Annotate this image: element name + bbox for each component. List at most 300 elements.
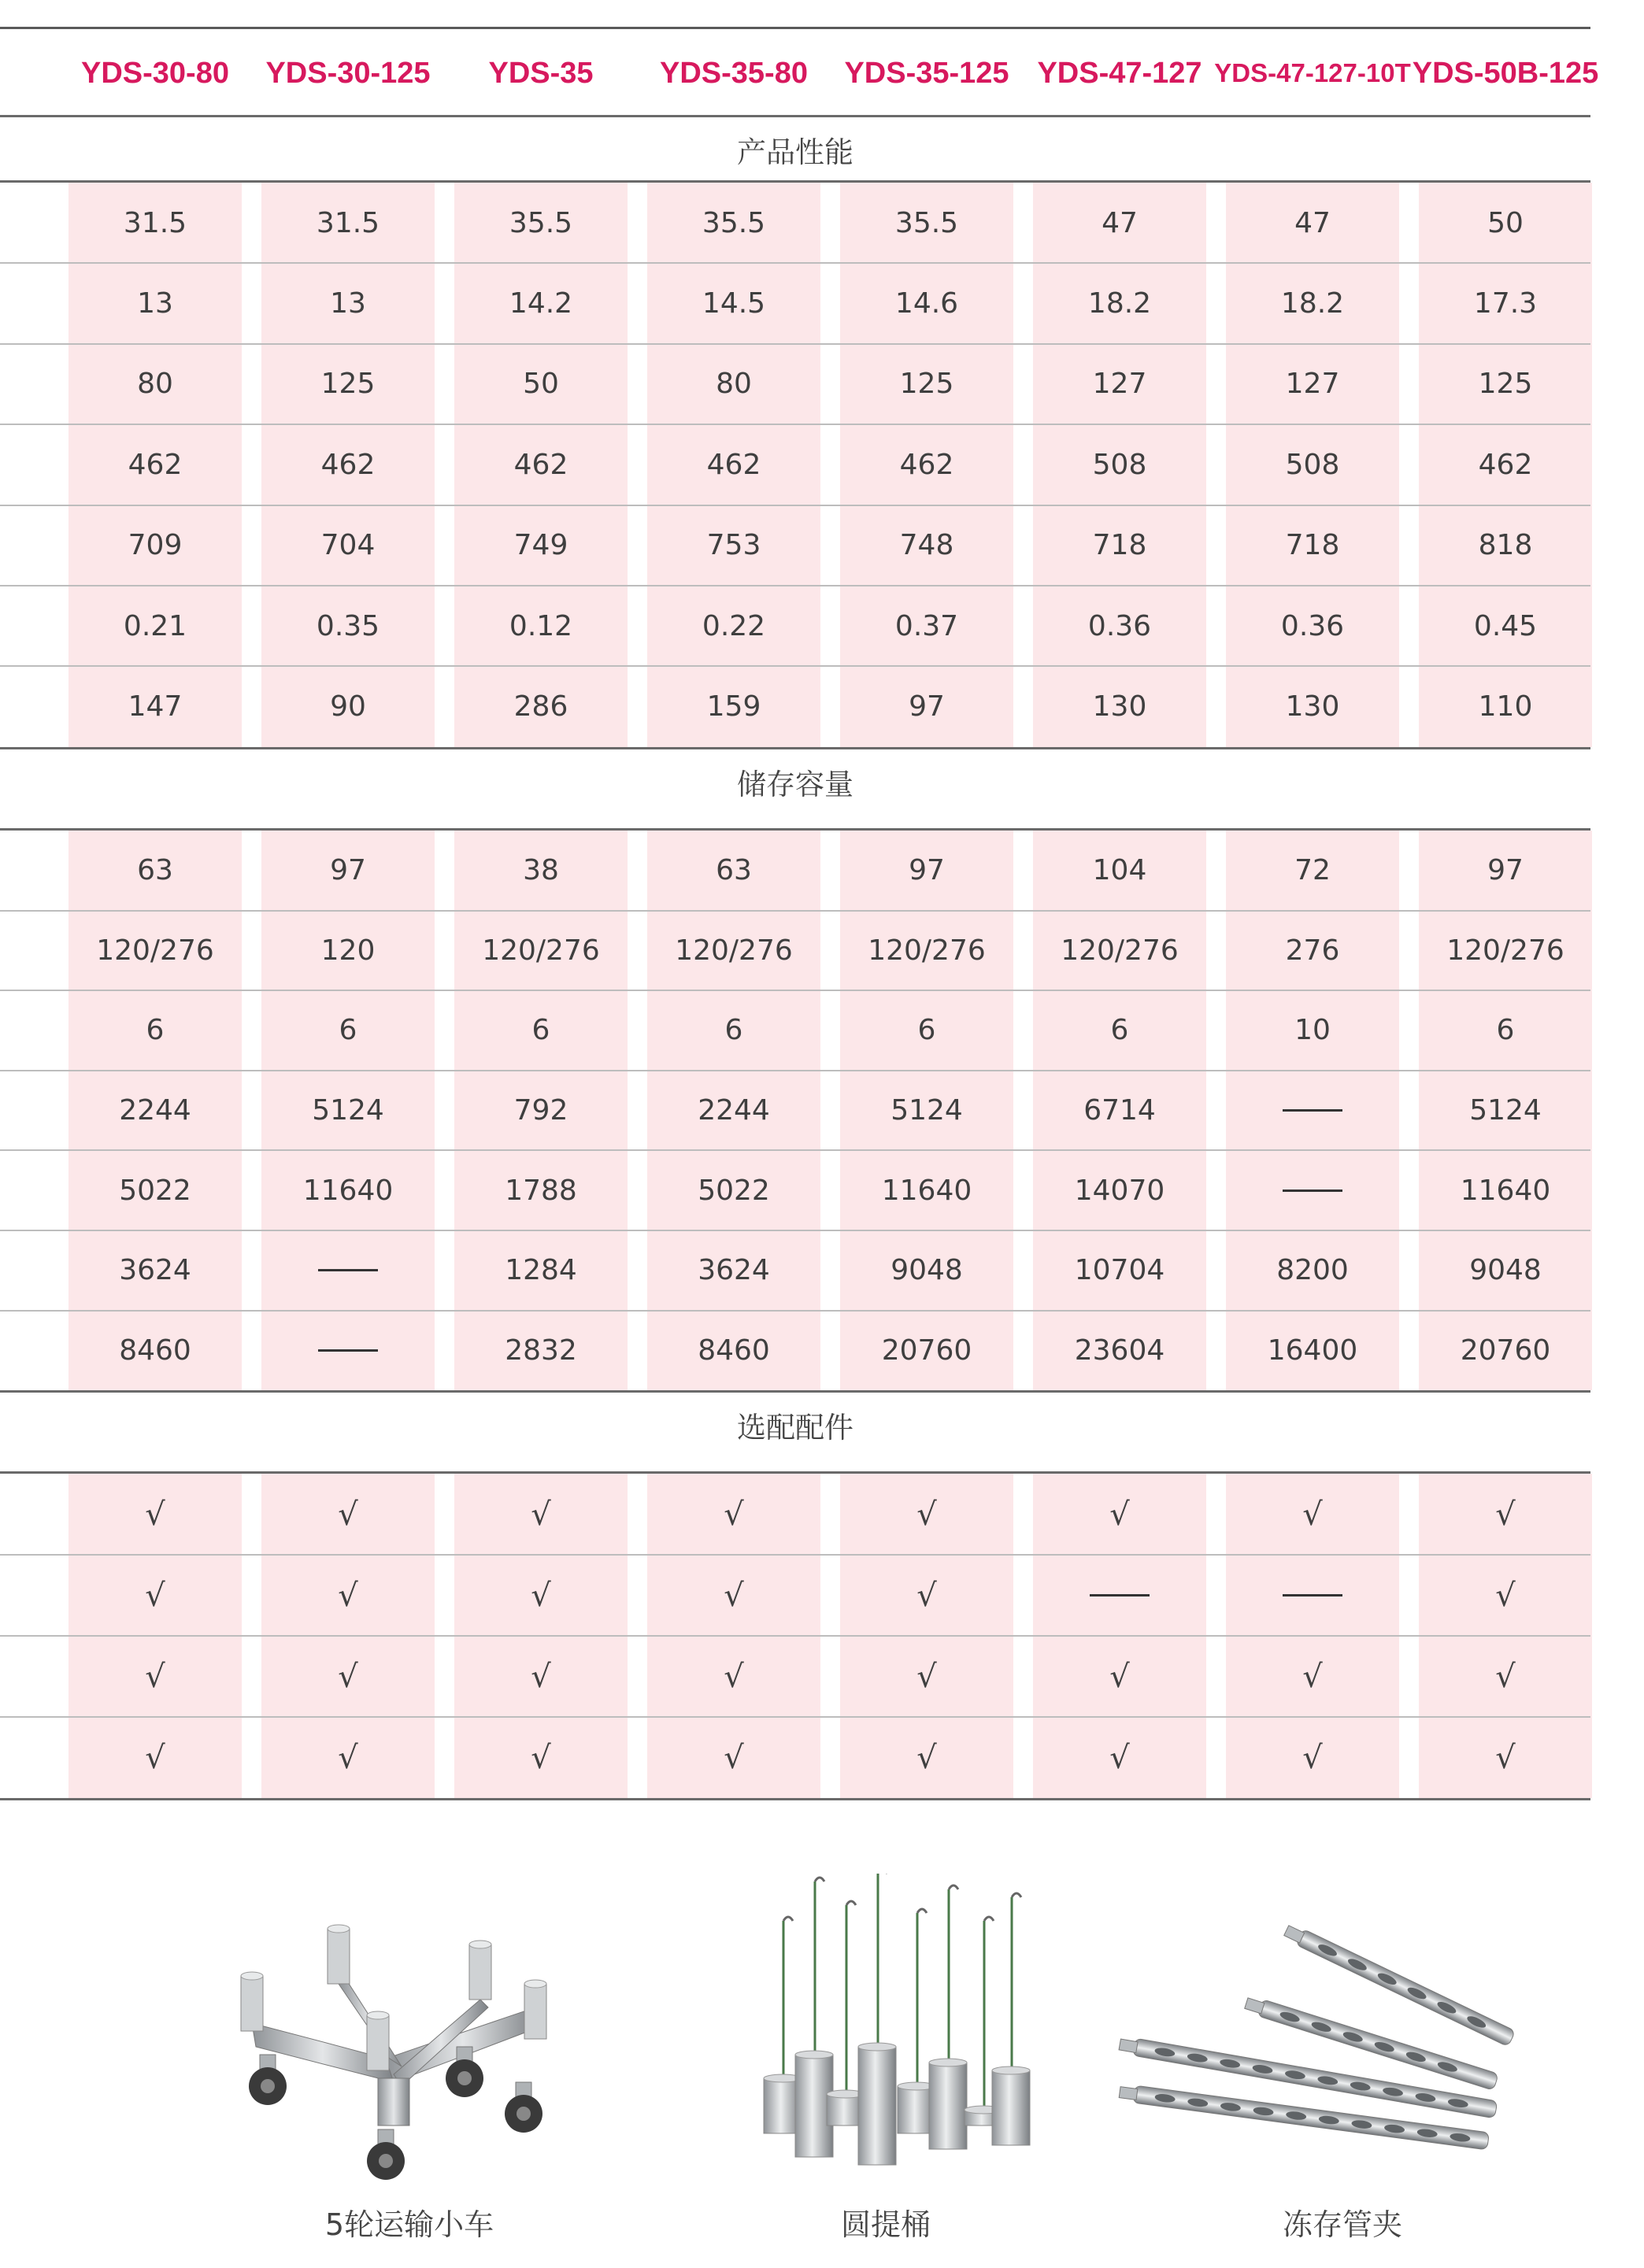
value: 35.5	[894, 206, 959, 239]
accessory_rows-cell	[261, 1717, 435, 1798]
performance_rows-cell	[261, 183, 435, 263]
check-mark: √	[724, 1658, 744, 1695]
accessory_rows-cell	[68, 1555, 242, 1636]
storage_rows-cell	[1419, 990, 1592, 1071]
storage_rows-cell	[1226, 1150, 1399, 1230]
performance_rows-cell	[1226, 263, 1399, 343]
value: 5124	[1469, 1094, 1542, 1127]
storage_rows-cell	[1419, 1230, 1592, 1311]
storage_rows-cell	[454, 831, 628, 911]
value: 6714	[1083, 1094, 1156, 1127]
check-mark: √	[724, 1577, 744, 1614]
storage_rows-cell	[647, 990, 820, 1071]
performance_rows-cell	[261, 666, 435, 746]
check-mark: √	[916, 1577, 937, 1614]
check-mark: √	[145, 1658, 165, 1695]
storage_rows-cell	[1419, 1311, 1592, 1391]
check-mark: √	[531, 1739, 551, 1776]
performance_rows-cell	[647, 666, 820, 746]
performance_rows-cell	[1033, 263, 1206, 343]
accessory_rows-cell	[261, 1555, 435, 1636]
storage_rows-cell	[261, 1071, 435, 1151]
storage_rows-cell	[454, 911, 628, 991]
check-mark: √	[145, 1577, 165, 1614]
value: 127	[1092, 368, 1147, 401]
performance_rows-cell	[1033, 183, 1206, 263]
value: 80	[716, 368, 752, 401]
value: 16400	[1267, 1334, 1358, 1367]
storage_rows-cell	[1033, 1311, 1206, 1391]
storage_rows-cell	[454, 1311, 628, 1391]
performance_rows-cell	[68, 344, 242, 424]
value: 50	[523, 368, 559, 401]
performance_rows-cell	[840, 424, 1013, 505]
performance_rows-cell	[1419, 666, 1592, 746]
value: 20760	[1460, 1334, 1551, 1367]
check-mark: √	[1302, 1496, 1323, 1533]
accessory_rows-cell	[454, 1636, 628, 1717]
value: 97	[330, 854, 366, 887]
accessory_rows-cell	[1419, 1555, 1592, 1636]
storage_rows-cell	[840, 990, 1013, 1071]
value: 704	[320, 529, 376, 562]
value: 120/276	[1061, 934, 1179, 967]
value: 14070	[1074, 1174, 1165, 1207]
performance_rows-cell	[1033, 666, 1206, 746]
value: 38	[523, 854, 559, 887]
model-header: YDS-30-80	[81, 56, 229, 90]
storage_rows-cell	[261, 1150, 435, 1230]
value: 5022	[119, 1174, 191, 1207]
performance_rows-cell	[261, 586, 435, 666]
storage_rows-cell	[1033, 1150, 1206, 1230]
performance_rows-cell	[1226, 505, 1399, 586]
storage_rows-cell	[454, 1230, 628, 1311]
performance_rows-cell	[261, 344, 435, 424]
value: 1284	[505, 1254, 577, 1287]
accessory_rows-cell	[1033, 1636, 1206, 1717]
accessory_rows-cell	[68, 1474, 242, 1555]
value: 0.35	[316, 609, 380, 642]
value: 20760	[881, 1334, 972, 1367]
accessory_rows-cell	[647, 1636, 820, 1717]
performance_rows-cell	[261, 505, 435, 586]
value: 13	[137, 287, 173, 320]
accessory_rows-cell	[261, 1474, 435, 1555]
performance_rows-cell	[1419, 424, 1592, 505]
value: 97	[1487, 854, 1524, 887]
model-header-row	[0, 30, 1599, 117]
value: 462	[320, 448, 376, 481]
value: 753	[706, 529, 761, 562]
model-header: YDS-47-127	[1037, 56, 1202, 90]
value: 11640	[881, 1174, 972, 1207]
value: 5124	[312, 1094, 384, 1127]
not-available-dash	[318, 1269, 378, 1271]
storage_rows-cell	[261, 911, 435, 991]
storage_rows-cell	[647, 1071, 820, 1151]
value: 14.5	[702, 287, 766, 320]
performance_rows-cell	[454, 183, 628, 263]
value: 23604	[1074, 1334, 1165, 1367]
check-mark: √	[1302, 1658, 1323, 1695]
value: 8460	[698, 1334, 770, 1367]
value: 120	[320, 934, 376, 967]
performance_rows-cell	[1226, 183, 1399, 263]
storage_rows-cell	[647, 1230, 820, 1311]
storage_rows-cell	[1419, 911, 1592, 991]
accessory-caption: 圆提桶	[840, 2207, 931, 2242]
accessory_rows-cell	[1033, 1717, 1206, 1798]
value: 13	[330, 287, 366, 320]
performance_rows-cell	[454, 505, 628, 586]
check-mark: √	[1109, 1658, 1130, 1695]
accessory_rows-cell	[647, 1717, 820, 1798]
performance_rows-cell	[68, 183, 242, 263]
performance_rows-cell	[1226, 666, 1399, 746]
accessory_rows-cell	[68, 1717, 242, 1798]
accessory-caption: 冻存管夹	[1282, 2207, 1402, 2242]
storage_rows-cell	[1226, 1071, 1399, 1151]
check-mark: √	[531, 1577, 551, 1614]
model-header: YDS-47-127-10T	[1214, 58, 1411, 87]
storage_rows-cell	[840, 911, 1013, 991]
accessory_rows-cell	[454, 1555, 628, 1636]
top-rule	[0, 27, 1590, 29]
accessory_rows-cell	[1419, 1474, 1592, 1555]
storage_rows-cell	[647, 1311, 820, 1391]
check-mark: √	[916, 1739, 937, 1776]
value: 749	[513, 529, 568, 562]
performance_rows-cell	[840, 183, 1013, 263]
value: 818	[1478, 529, 1533, 562]
value: 97	[909, 854, 945, 887]
performance_rows-cell	[1226, 344, 1399, 424]
accessory_rows-cell	[1033, 1474, 1206, 1555]
canister-image	[748, 1874, 1039, 2188]
check-mark: √	[531, 1496, 551, 1533]
check-mark: √	[1495, 1496, 1516, 1533]
performance_rows-cell	[1226, 424, 1399, 505]
performance_rows-cell	[261, 263, 435, 343]
not-available-dash	[1283, 1189, 1342, 1192]
check-mark: √	[338, 1577, 358, 1614]
value: 10	[1294, 1014, 1331, 1047]
performance_rows-cell	[454, 586, 628, 666]
performance_rows-cell	[647, 183, 820, 263]
value: 286	[513, 690, 568, 723]
accessory_rows-cell	[840, 1474, 1013, 1555]
value: 6	[339, 1014, 357, 1047]
check-mark: √	[338, 1739, 358, 1776]
storage_rows-cell	[1419, 1071, 1592, 1151]
performance_rows-cell	[68, 505, 242, 586]
value: 147	[128, 690, 183, 723]
accessory_rows-cell	[1226, 1636, 1399, 1717]
accessory_rows-cell	[261, 1636, 435, 1717]
storage_rows-cell	[840, 1071, 1013, 1151]
value: 18.2	[1087, 287, 1152, 320]
value: 47	[1294, 206, 1331, 239]
value: 0.21	[123, 609, 187, 642]
value: 130	[1092, 690, 1147, 723]
storage_rows-cell	[840, 1230, 1013, 1311]
storage_rows-cell	[647, 831, 820, 911]
value: 110	[1478, 690, 1533, 723]
performance_rows-cell	[454, 263, 628, 343]
not-available-dash	[1283, 1594, 1342, 1596]
accessory_rows-cell	[647, 1474, 820, 1555]
value: 2244	[119, 1094, 191, 1127]
value: 35.5	[702, 206, 766, 239]
storage_rows-cell	[261, 831, 435, 911]
check-mark: √	[1495, 1577, 1516, 1614]
check-mark: √	[916, 1658, 937, 1695]
value: 8200	[1276, 1254, 1349, 1287]
value: 5022	[698, 1174, 770, 1207]
performance_rows-cell	[1419, 263, 1592, 343]
value: 72	[1294, 854, 1331, 887]
value: 462	[1478, 448, 1533, 481]
storage_rows-cell	[1226, 911, 1399, 991]
storage_rows-cell	[1226, 990, 1399, 1071]
value: 125	[320, 368, 376, 401]
performance_rows-cell	[68, 424, 242, 505]
storage_rows-cell	[840, 1311, 1013, 1391]
accessory_rows-cell	[454, 1717, 628, 1798]
value: 35.5	[509, 206, 573, 239]
section-rule	[0, 1390, 1590, 1393]
storage_rows-cell	[68, 1230, 242, 1311]
header-rule	[0, 115, 1590, 117]
value: 8460	[119, 1334, 191, 1367]
check-mark: √	[724, 1496, 744, 1533]
section-rule	[0, 1798, 1590, 1800]
value: 125	[899, 368, 954, 401]
storage_rows-cell	[1033, 1230, 1206, 1311]
value: 6	[146, 1014, 165, 1047]
check-mark: √	[724, 1739, 744, 1776]
accessory_rows-cell	[1226, 1555, 1399, 1636]
value: 80	[137, 368, 173, 401]
value: 47	[1102, 206, 1138, 239]
value: 1788	[505, 1174, 577, 1207]
check-mark: √	[145, 1496, 165, 1533]
value: 6	[1496, 1014, 1515, 1047]
value: 0.37	[894, 609, 959, 642]
performance_rows-cell	[68, 666, 242, 746]
storage_rows-cell	[1226, 1230, 1399, 1311]
storage_rows-cell	[1033, 990, 1206, 1071]
storage_rows-cell	[68, 1311, 242, 1391]
storage_rows-cell	[1419, 1150, 1592, 1230]
not-available-dash	[1090, 1594, 1150, 1596]
storage_rows-cell	[261, 990, 435, 1071]
storage_rows-cell	[68, 1071, 242, 1151]
value: 6	[1110, 1014, 1129, 1047]
value: 130	[1285, 690, 1340, 723]
value: 14.2	[509, 287, 573, 320]
value: 2832	[505, 1334, 577, 1367]
check-mark: √	[1495, 1739, 1516, 1776]
performance_rows-cell	[840, 666, 1013, 746]
value: 104	[1092, 854, 1147, 887]
accessory_rows-cell	[840, 1717, 1013, 1798]
accessory_rows-cell	[840, 1636, 1013, 1717]
value: 0.36	[1087, 609, 1152, 642]
value: 718	[1092, 529, 1147, 562]
value: 3624	[119, 1254, 191, 1287]
value: 0.36	[1280, 609, 1345, 642]
performance_rows-cell	[68, 263, 242, 343]
performance_rows-cell	[1226, 586, 1399, 666]
value: 120/276	[1446, 934, 1564, 967]
storage_rows-cell	[1419, 831, 1592, 911]
check-mark: √	[1109, 1739, 1130, 1776]
value: 462	[706, 448, 761, 481]
value: 0.22	[702, 609, 766, 642]
performance_rows-cell	[454, 666, 628, 746]
value: 6	[917, 1014, 936, 1047]
value: 14.6	[894, 287, 959, 320]
value: 17.3	[1473, 287, 1538, 320]
check-mark: √	[145, 1739, 165, 1776]
performance_rows-cell	[840, 586, 1013, 666]
value: 120/276	[96, 934, 214, 967]
value: 11640	[1460, 1174, 1551, 1207]
value: 159	[706, 690, 761, 723]
value: 18.2	[1280, 287, 1345, 320]
transport-cart-image	[220, 1889, 567, 2188]
value: 90	[330, 690, 366, 723]
storage_rows-cell	[454, 990, 628, 1071]
model-header: YDS-35-80	[660, 56, 808, 90]
storage_rows-cell	[261, 1311, 435, 1391]
storage_rows-cell	[647, 911, 820, 991]
storage_rows-cell	[454, 1150, 628, 1230]
value: 709	[128, 529, 183, 562]
performance_rows-cell	[1033, 586, 1206, 666]
value: 748	[899, 529, 954, 562]
storage_rows-cell	[840, 1150, 1013, 1230]
storage_rows-cell	[68, 990, 242, 1071]
storage_rows-cell	[261, 1230, 435, 1311]
value: 462	[128, 448, 183, 481]
check-mark: √	[1495, 1658, 1516, 1695]
check-mark: √	[338, 1496, 358, 1533]
accessory_rows-cell	[1033, 1555, 1206, 1636]
value: 6	[531, 1014, 550, 1047]
model-header: YDS-35-125	[844, 56, 1009, 90]
value: 792	[513, 1094, 568, 1127]
check-mark: √	[1302, 1739, 1323, 1776]
accessory_rows-cell	[1419, 1717, 1592, 1798]
value: 97	[909, 690, 945, 723]
value: 0.12	[509, 609, 573, 642]
check-mark: √	[338, 1658, 358, 1695]
storage_rows-cell	[1033, 1071, 1206, 1151]
cane-image	[1118, 1921, 1527, 2157]
performance_rows-cell	[647, 424, 820, 505]
model-header: YDS-35	[488, 56, 594, 90]
performance_rows-cell	[1033, 424, 1206, 505]
performance_rows-cell	[1419, 344, 1592, 424]
performance_rows-cell	[68, 586, 242, 666]
accessory_rows-cell	[68, 1636, 242, 1717]
accessory_rows-cell	[1226, 1717, 1399, 1798]
storage_rows-cell	[647, 1150, 820, 1230]
storage_rows-cell	[1226, 1311, 1399, 1391]
value: 31.5	[316, 206, 380, 239]
storage_rows-cell	[68, 911, 242, 991]
storage_rows-cell	[68, 831, 242, 911]
performance_rows-cell	[1033, 505, 1206, 586]
value: 63	[716, 854, 752, 887]
section-title-performance: 产品性能	[737, 135, 853, 169]
performance_rows-cell	[1033, 344, 1206, 424]
section-title-accessories: 选配配件	[737, 1411, 853, 1445]
accessory_rows-cell	[647, 1555, 820, 1636]
performance_rows-cell	[261, 424, 435, 505]
section-title-storage: 储存容量	[737, 768, 853, 801]
section-rule	[0, 747, 1590, 749]
value: 120/276	[482, 934, 600, 967]
model-header: YDS-30-125	[265, 56, 431, 90]
performance_rows-cell	[647, 505, 820, 586]
performance_rows-cell	[647, 344, 820, 424]
value: 9048	[1469, 1254, 1542, 1287]
value: 5124	[890, 1094, 963, 1127]
value: 508	[1092, 448, 1147, 481]
value: 50	[1487, 206, 1524, 239]
value: 127	[1285, 368, 1340, 401]
accessory_rows-cell	[454, 1474, 628, 1555]
model-header: YDS-50B-125	[1412, 56, 1599, 90]
performance_rows-cell	[840, 344, 1013, 424]
value: 276	[1285, 934, 1340, 967]
storage_rows-cell	[1226, 831, 1399, 911]
value: 31.5	[123, 206, 187, 239]
not-available-dash	[318, 1349, 378, 1352]
accessory_rows-cell	[1419, 1636, 1592, 1717]
value: 125	[1478, 368, 1533, 401]
performance_rows-cell	[454, 424, 628, 505]
performance_rows-cell	[1419, 586, 1592, 666]
performance_rows-cell	[454, 344, 628, 424]
performance_rows-cell	[840, 505, 1013, 586]
storage_rows-cell	[840, 831, 1013, 911]
performance_rows-cell	[1419, 505, 1592, 586]
accessory_rows-cell	[840, 1555, 1013, 1636]
value: 63	[137, 854, 173, 887]
value: 462	[513, 448, 568, 481]
value: 462	[899, 448, 954, 481]
value: 2244	[698, 1094, 770, 1127]
not-available-dash	[1283, 1109, 1342, 1112]
value: 6	[724, 1014, 743, 1047]
storage_rows-cell	[1033, 911, 1206, 991]
value: 10704	[1074, 1254, 1165, 1287]
accessory_rows-cell	[1226, 1474, 1399, 1555]
storage_rows-cell	[1033, 831, 1206, 911]
value: 508	[1285, 448, 1340, 481]
performance_rows-cell	[647, 263, 820, 343]
value: 3624	[698, 1254, 770, 1287]
check-mark: √	[1109, 1496, 1130, 1533]
value: 9048	[890, 1254, 963, 1287]
value: 718	[1285, 529, 1340, 562]
storage_rows-cell	[454, 1071, 628, 1151]
